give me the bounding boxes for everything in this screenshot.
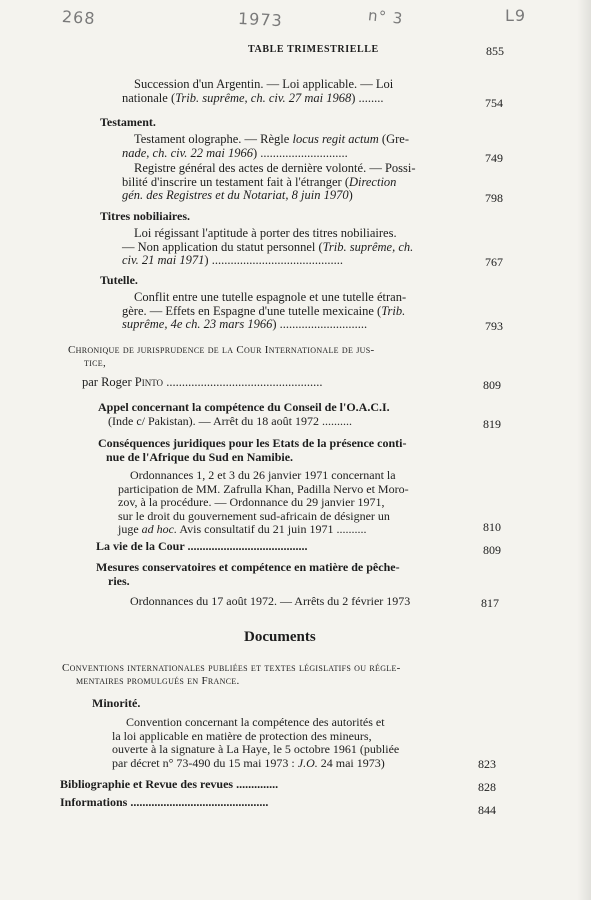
- handwritten-annotation: 1973: [237, 8, 284, 31]
- page-reference: 809: [483, 378, 501, 392]
- page-reference: 828: [478, 780, 496, 794]
- entry-text: — Non application du statut personnel (Trib. suprême, ch.: [122, 239, 414, 254]
- toc-entry-testament-olographe: [122, 133, 482, 160]
- entry-text: nationale (Trib. suprême, ch. civ. 27 mai 1968) ........: [122, 90, 384, 105]
- entry-text: Testament olographe. — Règle locus regit actum (Gre-: [134, 132, 409, 146]
- handwritten-annotation: n° 3: [367, 6, 405, 28]
- page-reference: 798: [485, 191, 503, 205]
- entry-text: nade, ch. civ. 22 mai 1966) ............................: [122, 145, 348, 160]
- entry-text: Mesures conservatoires et compétence en matière de pêche-: [96, 560, 400, 574]
- page-reference: 817: [481, 596, 499, 610]
- section-heading: Titres nobiliaires.: [100, 209, 191, 223]
- entry-text: Ordonnances 1, 2 et 3 du 26 janvier 1971 concernant la: [130, 468, 396, 482]
- heading-text: tice,: [84, 357, 107, 369]
- toc-entry-minorite: [112, 716, 480, 770]
- entry-text: ries.: [108, 573, 130, 588]
- page-reference: 823: [478, 757, 496, 771]
- entry-text: Loi régissant l'aptitude à porter des titres nobiliaires.: [134, 226, 397, 240]
- toc-entry-namibie: [96, 437, 481, 464]
- entry-text: Convention concernant la compétence des autorités et: [126, 715, 385, 729]
- entry-text: La vie de la Cour ........................................: [96, 539, 308, 553]
- conventions-heading: [62, 662, 502, 688]
- toc-entry-oaci: [96, 401, 481, 428]
- chronique-heading: [68, 344, 488, 370]
- toc-entry-registre: [122, 162, 482, 203]
- entry-text: par décret n° 73-490 du 15 mai 1973 : J.O. 24 mai 1973): [112, 755, 385, 770]
- entry-text: par Roger Pinto ..................................................: [82, 375, 323, 389]
- toc-entry-ordonnances: [118, 469, 482, 537]
- page-reference: 749: [485, 151, 503, 165]
- entry-text: zov, à la procédure. — Ordonnance du 29 janvier 1971,: [118, 495, 385, 509]
- toc-entry-vie-cour: [96, 540, 481, 554]
- entry-text: Bibliographie et Revue des revues ..............: [60, 777, 279, 791]
- toc-entry-informations: [60, 796, 480, 810]
- entry-text: gén. des Registres et du Notariat, 8 juin 1970): [122, 188, 353, 202]
- entry-text: nue de l'Afrique du Sud en Namibie.: [106, 449, 294, 464]
- entry-text: bilité d'inscrire un testament fait à l'étranger (Direction: [122, 174, 397, 189]
- entry-text: Succession d'un Argentin. — Loi applicable. — Loi: [134, 77, 394, 91]
- entry-text: la loi applicable en matière de protection des mineurs,: [112, 728, 372, 743]
- page-edge-shadow: [577, 0, 591, 900]
- heading-text: Conventions internationales publiées et textes législatifs ou régle-: [62, 662, 401, 674]
- section-title: Documents: [244, 629, 316, 645]
- page-reference: 844: [478, 803, 496, 817]
- page-reference: 754: [485, 96, 503, 110]
- entry-text: Ordonnances du 17 août 1972. — Arrêts du 2 février 1973: [130, 594, 411, 608]
- page-reference: 809: [483, 543, 501, 557]
- toc-entry-succession: [122, 78, 482, 105]
- toc-entry-pecheries: [96, 561, 481, 588]
- handwritten-annotation: 268: [61, 6, 97, 29]
- entry-text: Registre général des actes de dernière volonté. — Possi-: [134, 161, 416, 175]
- page-reference: 767: [485, 255, 503, 269]
- chronique-author: [82, 376, 482, 390]
- entry-text: suprême, 4e ch. 23 mars 1966) ............................: [122, 317, 368, 331]
- entry-text: Conséquences juridiques pour les Etats de la présence conti-: [98, 436, 407, 450]
- entry-text: Appel concernant la compétence du Conseil de l'O.A.C.I.: [98, 400, 390, 414]
- section-heading: Tutelle.: [100, 273, 138, 287]
- toc-entry-pecheries-ord: [130, 595, 480, 609]
- entry-text: Conflit entre une tutelle espagnole et une tutelle étran-: [134, 290, 407, 304]
- entry-text: participation de MM. Zafrulla Khan, Padilla Nervo et Moro-: [118, 481, 409, 496]
- toc-entry-tutelle: [122, 291, 482, 332]
- entry-text: Informations ..............................................: [60, 795, 269, 809]
- page-reference: 793: [485, 319, 503, 333]
- toc-entry-bibliographie: [60, 778, 480, 792]
- running-title: TABLE TRIMESTRIELLE: [248, 44, 379, 55]
- section-heading: Minorité.: [92, 696, 141, 710]
- entry-text: civ. 21 mai 1971) ..........................................: [122, 253, 343, 267]
- page-reference: 819: [483, 417, 501, 431]
- section-heading: Testament.: [100, 115, 156, 129]
- entry-text: (Inde c/ Pakistan). — Arrêt du 18 août 1972 ..........: [108, 413, 352, 428]
- entry-text: sur le droit du gouvernement sud-africain de désigner un: [118, 508, 390, 523]
- toc-entry-titres: [122, 227, 482, 268]
- handwritten-annotation: L9: [505, 6, 527, 25]
- entry-text: gère. — Effets en Espagne d'une tutelle mexicaine (Trib.: [122, 303, 406, 318]
- header-page-number: 855: [486, 44, 504, 58]
- page-reference: 810: [483, 520, 501, 534]
- heading-text: Chronique de jurisprudence de la Cour Internationale de jus-: [68, 344, 375, 356]
- entry-text: juge ad hoc. Avis consultatif du 21 juin 1971 ..........: [118, 522, 367, 536]
- entry-text: ouverte à la signature à La Haye, le 5 octobre 1961 (publiée: [112, 742, 400, 756]
- heading-text: mentaires promulgués en France.: [76, 675, 240, 687]
